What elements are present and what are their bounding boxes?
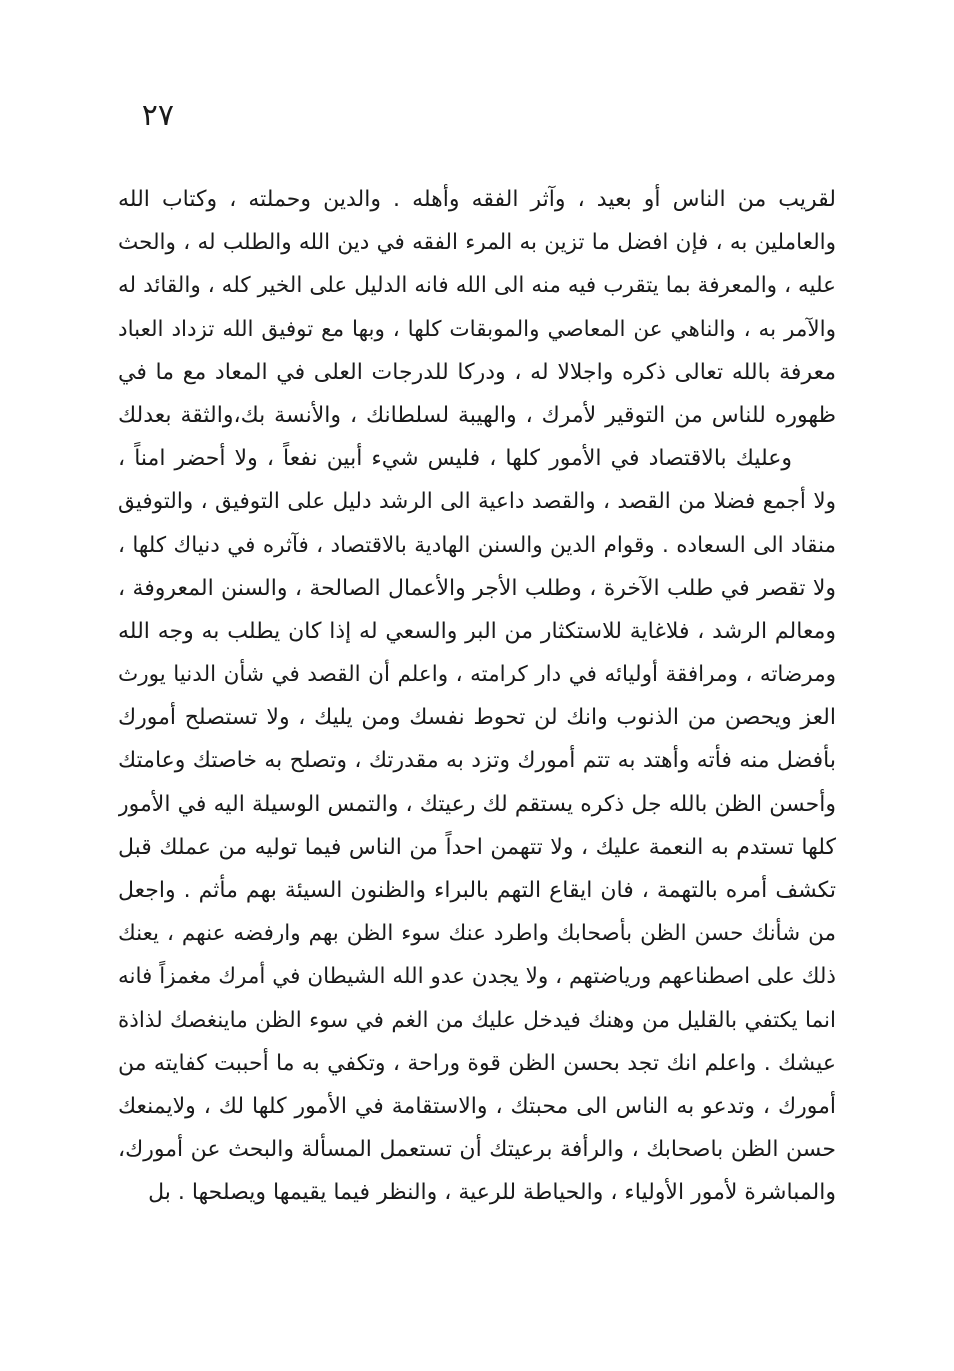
- text-line: ظهوره للناس من التوقير لأمرك ، والهيبة لسلطانك ، والأنسة بك،والثقة بعدلك: [118, 402, 836, 428]
- text-line: عليه ، والمعرفة بما يتقرب فيه منه الى الله فانه الدليل على الخير كله ، والقائد له: [118, 273, 836, 299]
- page-number: ٢٧: [141, 98, 174, 133]
- text-line: والعاملين به ، فإن افضل ما تزين به المرء الفقه في دين الله والطلب له ، والحث: [118, 230, 836, 256]
- text-line: حسن الظن باصحابك ، والرأفة برعيتك أن تستعمل المسألة والبحث عن أمورك،: [118, 1137, 836, 1163]
- text-line: ومرضاته ، ومرافقة أوليائه في دار كرامته ، واعلم أن القصد في شأن الدنيا يورث: [118, 662, 836, 688]
- text-line: وأحسن الظن بالله جل ذكره يستقم لك رعيتك ، والتمس الوسيلة اليه في الأمور: [118, 791, 836, 817]
- body-text: [118, 178, 836, 1215]
- text-line: أمورك ، وتدعو به الناس الى محبتك ، والاستقامة في الأمور كلها لك ، ولايمنعك: [118, 1093, 836, 1119]
- text-line: كلها تستدم به النعمة عليك ، ولا تتهمن احداً من الناس فيما توليه من عملك قبل: [118, 834, 836, 860]
- text-line: ولا تقصر في طلب الآخرة ، وطلب الأجر والأعمال الصالحة ، والسنن المعروفة ،: [118, 575, 836, 601]
- text-line: والآمر به ، والناهي عن المعاصي والموبقات كلها ، وبها مع توفيق الله تزداد العباد: [118, 316, 836, 342]
- text-line: عيشك . واعلم انك تجد بحسن الظن قوة وراحة ، وتكفي به ما أحببت كفايته من: [118, 1050, 836, 1076]
- text-line: ولا أجمع فضلا من القصد ، والقصد داعية الى الرشد دليل على التوفيق ، والتوفيق: [118, 489, 836, 515]
- text-line: بأفضل منه فأته وأهتد به تتم أمورك وتزد به مقدرتك ، وتصلح به خاصتك وعامتك: [118, 748, 836, 774]
- text-line: ومعالم الرشد ، فلاغاية للاستكثار من البر والسعي له إذا كان يطلب به وجه الله: [118, 618, 836, 644]
- text-line: من شأنك حسن الظن بأصحابك واطرد عنك سوء الظن بهم وارفضه عنهم ، يعنك: [118, 921, 836, 947]
- text-line: ذلك على اصطناعهم ورياضتهم ، ولا يجدن عدو الله الشيطان في أمرك مغمزاً فانه: [118, 964, 836, 990]
- text-line: والمباشرة لأمور الأولياء ، والحياطة للرعية ، والنظر فيما يقيمها ويصلحها . بل: [148, 1180, 836, 1206]
- text-line: منقاد الى السعاده . وقوام الدين والسنن الهادية بالاقتصاد ، فآثره في دنياك كلها ،: [118, 532, 836, 558]
- text-line: معرفة بالله تعالى ذكره واجلالا له ، ودركا للدرجات العلى في المعاد مع ما في: [118, 359, 836, 385]
- text-line: العز ويحصن من الذنوب وانك لن تحوط نفسك ومن يليك ، ولا تستصلح أمورك: [118, 705, 836, 731]
- text-line: لقريب من الناس أو بعيد ، وآثر الفقه وأهله . والدين وحملته ، وكتاب الله: [118, 187, 836, 212]
- text-line: انما يكتفي بالقليل من وهنك فيدخل عليك من الغم في سوء الظن ماينغصك لذاذة: [118, 1007, 836, 1033]
- text-line: تكشف أمره بالتهمة ، فان ايقاع التهم بالبراء والظنون السيئة بهم مأثم . واجعل: [118, 878, 836, 903]
- text-line: وعليك بالاقتصاد في الأمور كلها ، فليس شيء أبين نفعاً ، ولا أحضر امناً ،: [118, 446, 792, 472]
